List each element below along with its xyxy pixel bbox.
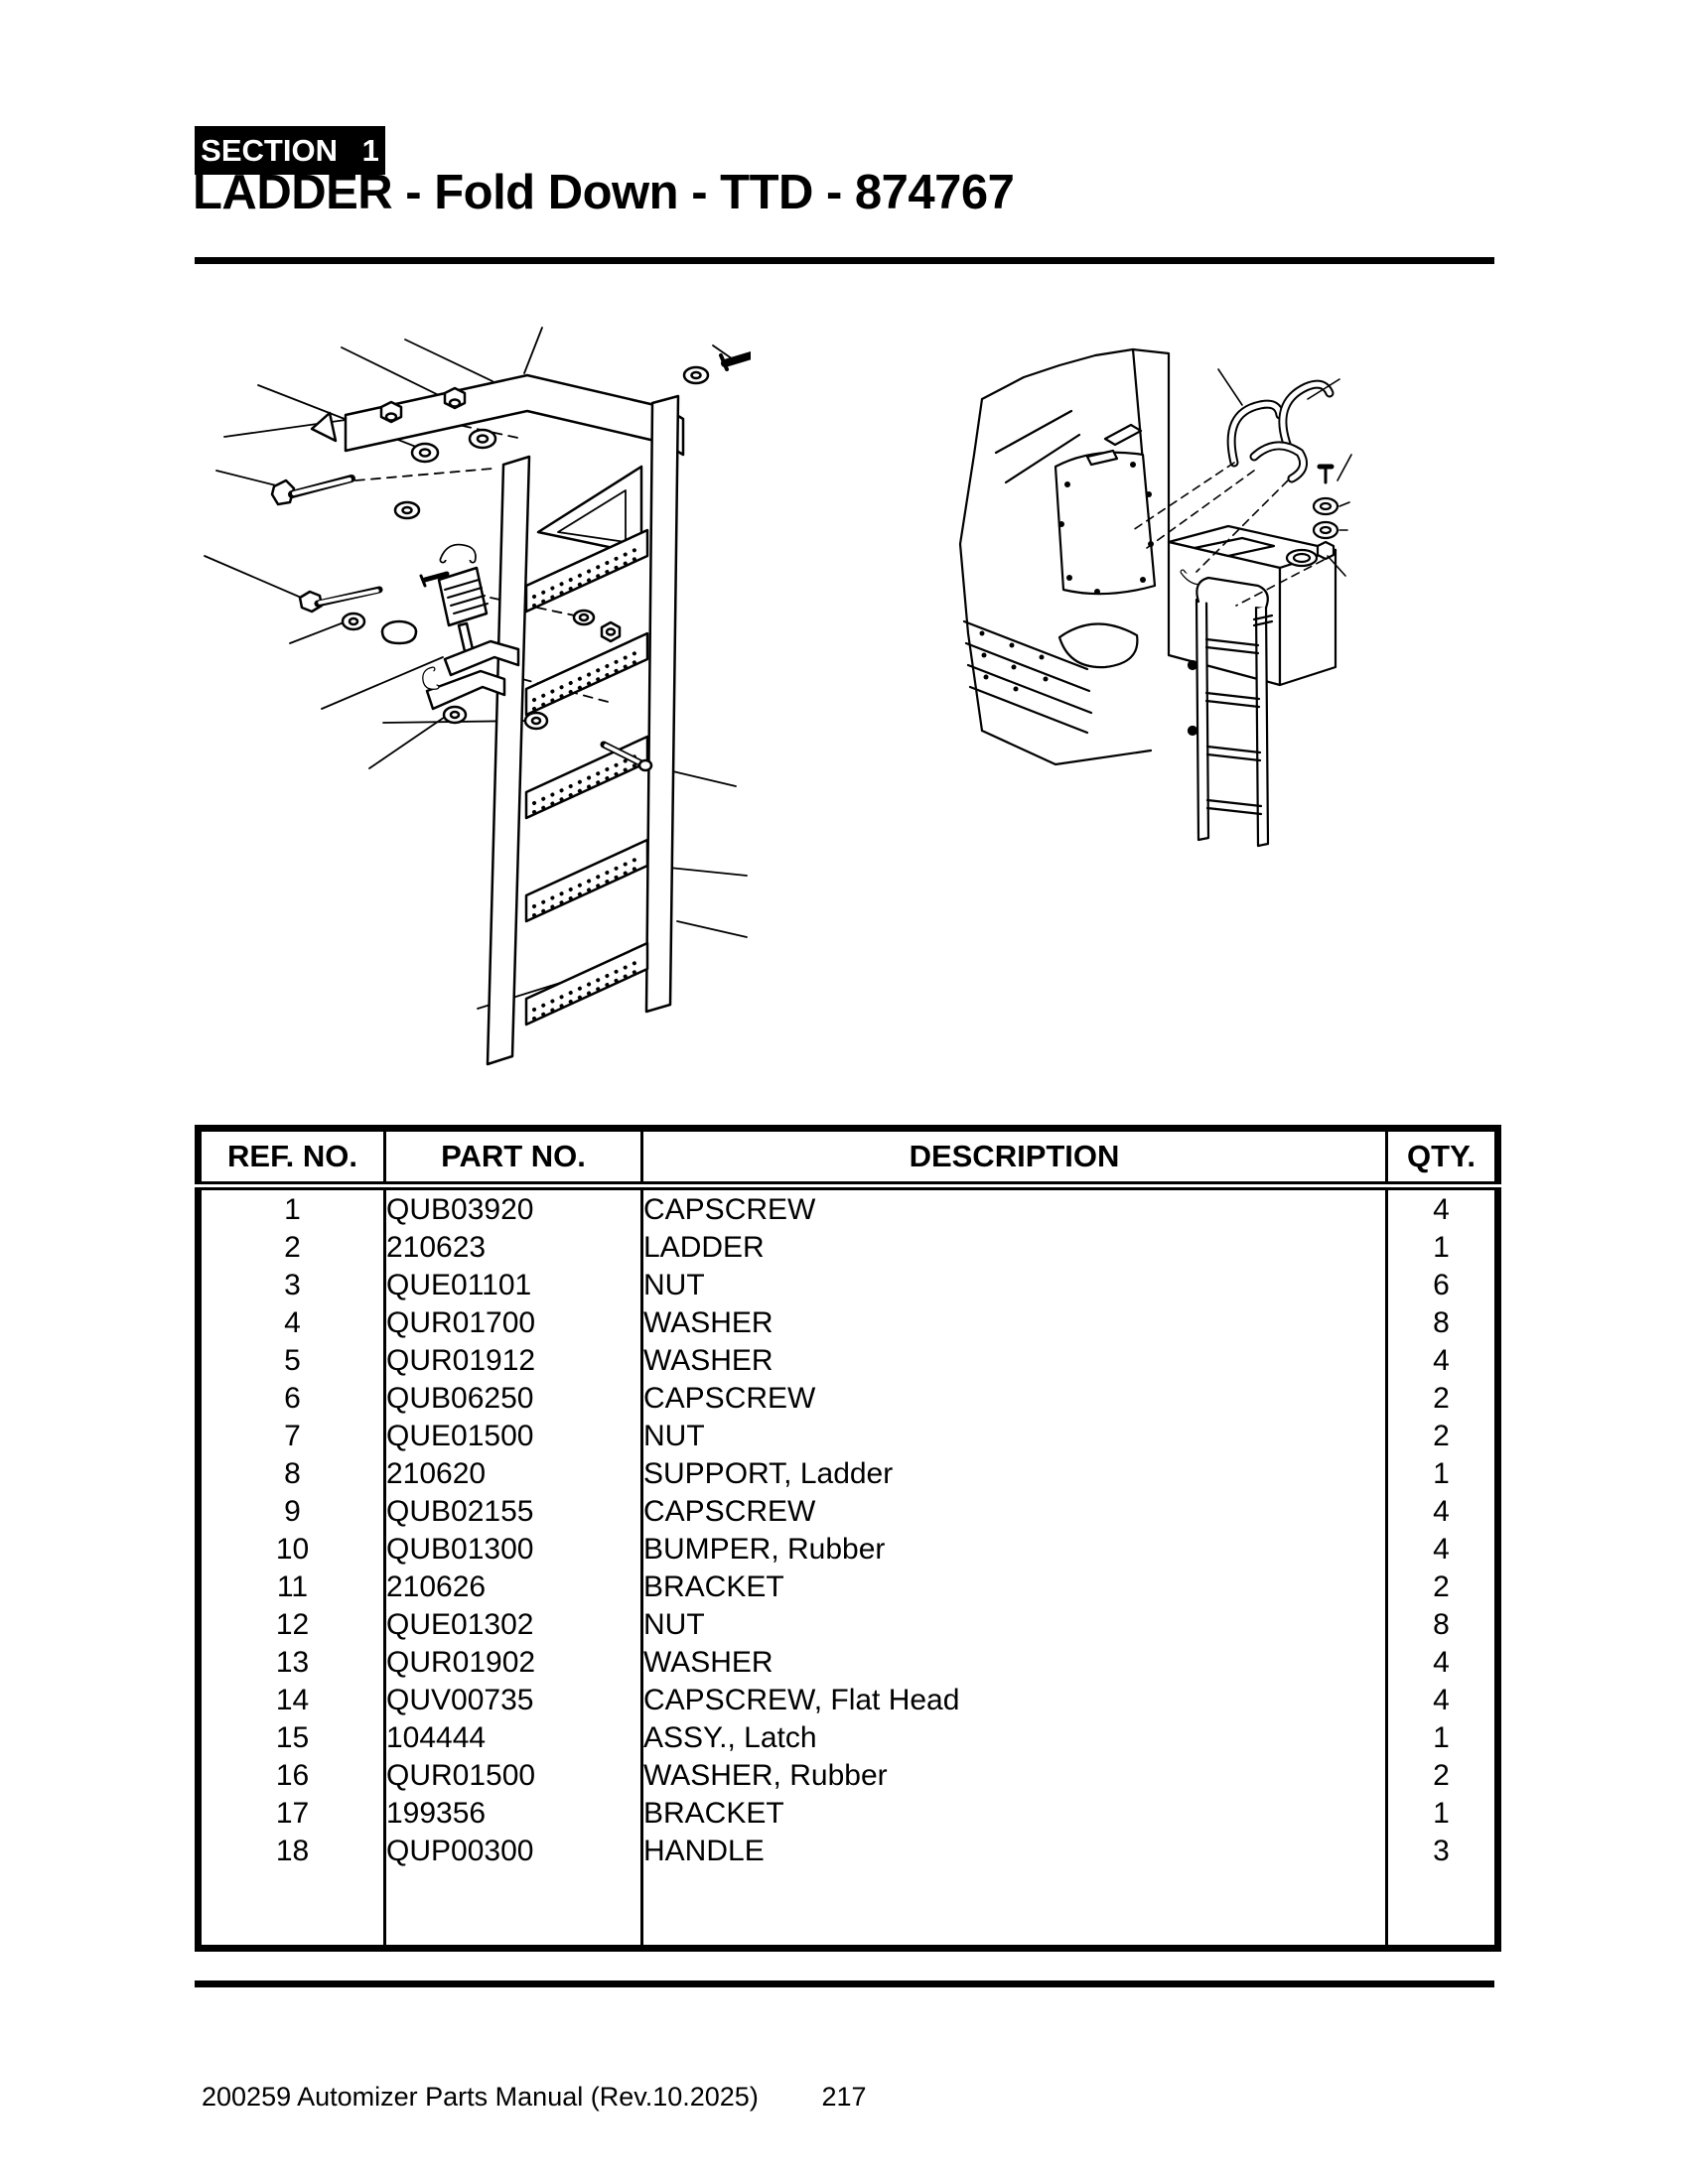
table-row — [199, 1417, 1498, 1454]
part-no-cell: QUP00300 — [385, 1832, 642, 1869]
qty-cell: 4 — [1433, 1343, 1450, 1377]
part-no-cell: 199356 — [385, 1794, 642, 1832]
ref-no-cell: 7 — [199, 1417, 385, 1454]
title-rule — [195, 257, 1494, 264]
part-no-cell: QUB01300 — [385, 1530, 642, 1568]
description-cell: ASSY., Latch — [642, 1718, 1387, 1756]
qty-cell: 2 — [1433, 1570, 1450, 1603]
table-row — [199, 1186, 1498, 1229]
ref-no-cell: 14 — [199, 1681, 385, 1718]
header-part-no: PART NO. — [385, 1129, 642, 1186]
ref-no-cell: 15 — [199, 1718, 385, 1756]
latch-assembly — [439, 547, 488, 651]
part-no-cell: QUB06250 — [385, 1379, 642, 1417]
part-no-cell: 210623 — [385, 1228, 642, 1266]
ladder-rails — [488, 396, 678, 1064]
description-cell: WASHER — [642, 1643, 1387, 1681]
description-cell: SUPPORT, Ladder — [642, 1454, 1387, 1492]
qty-cell: 1 — [1433, 1720, 1450, 1754]
parts-table — [195, 1125, 1501, 1952]
part-no-cell: QUB02155 — [385, 1492, 642, 1530]
table-row — [199, 1379, 1498, 1417]
part-no-cell: QUE01500 — [385, 1417, 642, 1454]
empty-cell — [385, 1869, 642, 1949]
ref-no-cell: 2 — [199, 1228, 385, 1266]
part-no-cell: 210620 — [385, 1454, 642, 1492]
qty-cell: 1 — [1433, 1230, 1450, 1264]
qty-cell: 4 — [1433, 1192, 1450, 1226]
empty-cell — [199, 1869, 385, 1949]
part-no-cell: QUB03920 — [385, 1186, 642, 1229]
ladder-treads — [526, 530, 647, 1024]
part-no-cell: QUR01500 — [385, 1756, 642, 1794]
ref-no-cell: 9 — [199, 1492, 385, 1530]
section-badge: SECTION 1 — [195, 126, 385, 175]
table-row — [199, 1681, 1498, 1718]
table-row — [199, 1341, 1498, 1379]
ref-no-cell: 8 — [199, 1454, 385, 1492]
ref-no-cell: 1 — [199, 1186, 385, 1229]
ref-no-cell: 17 — [199, 1794, 385, 1832]
table-row — [199, 1454, 1498, 1492]
qty-cell: 1 — [1433, 1456, 1450, 1490]
description-cell: WASHER — [642, 1303, 1387, 1341]
table-row — [199, 1794, 1498, 1832]
qty-cell: 2 — [1433, 1381, 1450, 1415]
parts-table-body — [199, 1186, 1498, 1949]
description-cell: NUT — [642, 1417, 1387, 1454]
header-qty: QTY. — [1387, 1129, 1498, 1186]
installed-ladder-diagram — [938, 336, 1355, 882]
ref-no-cell: 3 — [199, 1266, 385, 1303]
ref-no-cell: 12 — [199, 1605, 385, 1643]
part-no-cell: QUR01700 — [385, 1303, 642, 1341]
description-cell: HANDLE — [642, 1832, 1387, 1869]
part-no-cell: QUR01902 — [385, 1643, 642, 1681]
header-description: DESCRIPTION — [642, 1129, 1387, 1186]
qty-cell: 4 — [1433, 1683, 1450, 1716]
empty-cell — [1387, 1869, 1498, 1949]
table-row — [199, 1303, 1498, 1341]
description-cell: WASHER, Rubber — [642, 1756, 1387, 1794]
description-cell: CAPSCREW — [642, 1379, 1387, 1417]
qty-cell: 2 — [1433, 1758, 1450, 1792]
qty-cell: 2 — [1433, 1419, 1450, 1452]
header-ref-no: REF. NO. — [199, 1129, 385, 1186]
description-cell: NUT — [642, 1605, 1387, 1643]
ref-no-cell: 5 — [199, 1341, 385, 1379]
qty-cell: 8 — [1433, 1305, 1450, 1339]
qty-cell: 8 — [1433, 1607, 1450, 1641]
ref-no-cell: 4 — [199, 1303, 385, 1341]
part-no-cell: 210626 — [385, 1568, 642, 1605]
table-filler-row — [199, 1869, 1498, 1949]
description-cell: CAPSCREW — [642, 1492, 1387, 1530]
table-row — [199, 1832, 1498, 1869]
ref-no-cell: 11 — [199, 1568, 385, 1605]
description-cell: WASHER — [642, 1341, 1387, 1379]
description-cell: CAPSCREW — [642, 1186, 1387, 1229]
qty-cell: 1 — [1433, 1796, 1450, 1830]
part-no-cell: QUE01101 — [385, 1266, 642, 1303]
table-row — [199, 1605, 1498, 1643]
middle-fasteners — [300, 574, 447, 643]
part-no-cell: QUE01302 — [385, 1605, 642, 1643]
description-cell: BRACKET — [642, 1794, 1387, 1832]
description-cell: CAPSCREW, Flat Head — [642, 1681, 1387, 1718]
description-cell: BUMPER, Rubber — [642, 1530, 1387, 1568]
exploded-ladder-diagram — [195, 320, 751, 1094]
table-row — [199, 1530, 1498, 1568]
ref-no-cell: 16 — [199, 1756, 385, 1794]
table-row — [199, 1756, 1498, 1794]
qty-cell: 3 — [1433, 1834, 1450, 1867]
table-row — [199, 1718, 1498, 1756]
page-title: LADDER - Fold Down - TTD - 874767 — [193, 166, 1015, 219]
empty-cell — [642, 1869, 1387, 1949]
table-row — [199, 1643, 1498, 1681]
ladder-support — [312, 375, 683, 455]
ref-no-cell: 13 — [199, 1643, 385, 1681]
description-cell: LADDER — [642, 1228, 1387, 1266]
qty-cell: 6 — [1433, 1268, 1450, 1301]
bottom-rule — [195, 1980, 1494, 1987]
footer-manual-info: 200259 Automizer Parts Manual (Rev.10.2025) — [202, 2082, 759, 2112]
ref-no-cell: 18 — [199, 1832, 385, 1869]
qty-cell: 4 — [1433, 1494, 1450, 1528]
table-header-row — [199, 1129, 1498, 1186]
description-cell: NUT — [642, 1266, 1387, 1303]
part-no-cell: QUR01912 — [385, 1341, 642, 1379]
part-no-cell: QUV00735 — [385, 1681, 642, 1718]
machine-body — [960, 349, 1169, 764]
part-no-cell: 104444 — [385, 1718, 642, 1756]
qty-cell: 4 — [1433, 1645, 1450, 1679]
ref-no-cell: 6 — [199, 1379, 385, 1417]
table-row — [199, 1266, 1498, 1303]
description-cell: BRACKET — [642, 1568, 1387, 1605]
table-row — [199, 1568, 1498, 1605]
footer-page-number: 217 — [821, 2082, 867, 2112]
qty-cell: 4 — [1433, 1532, 1450, 1566]
table-row — [199, 1228, 1498, 1266]
ref-no-cell: 10 — [199, 1530, 385, 1568]
table-row — [199, 1492, 1498, 1530]
